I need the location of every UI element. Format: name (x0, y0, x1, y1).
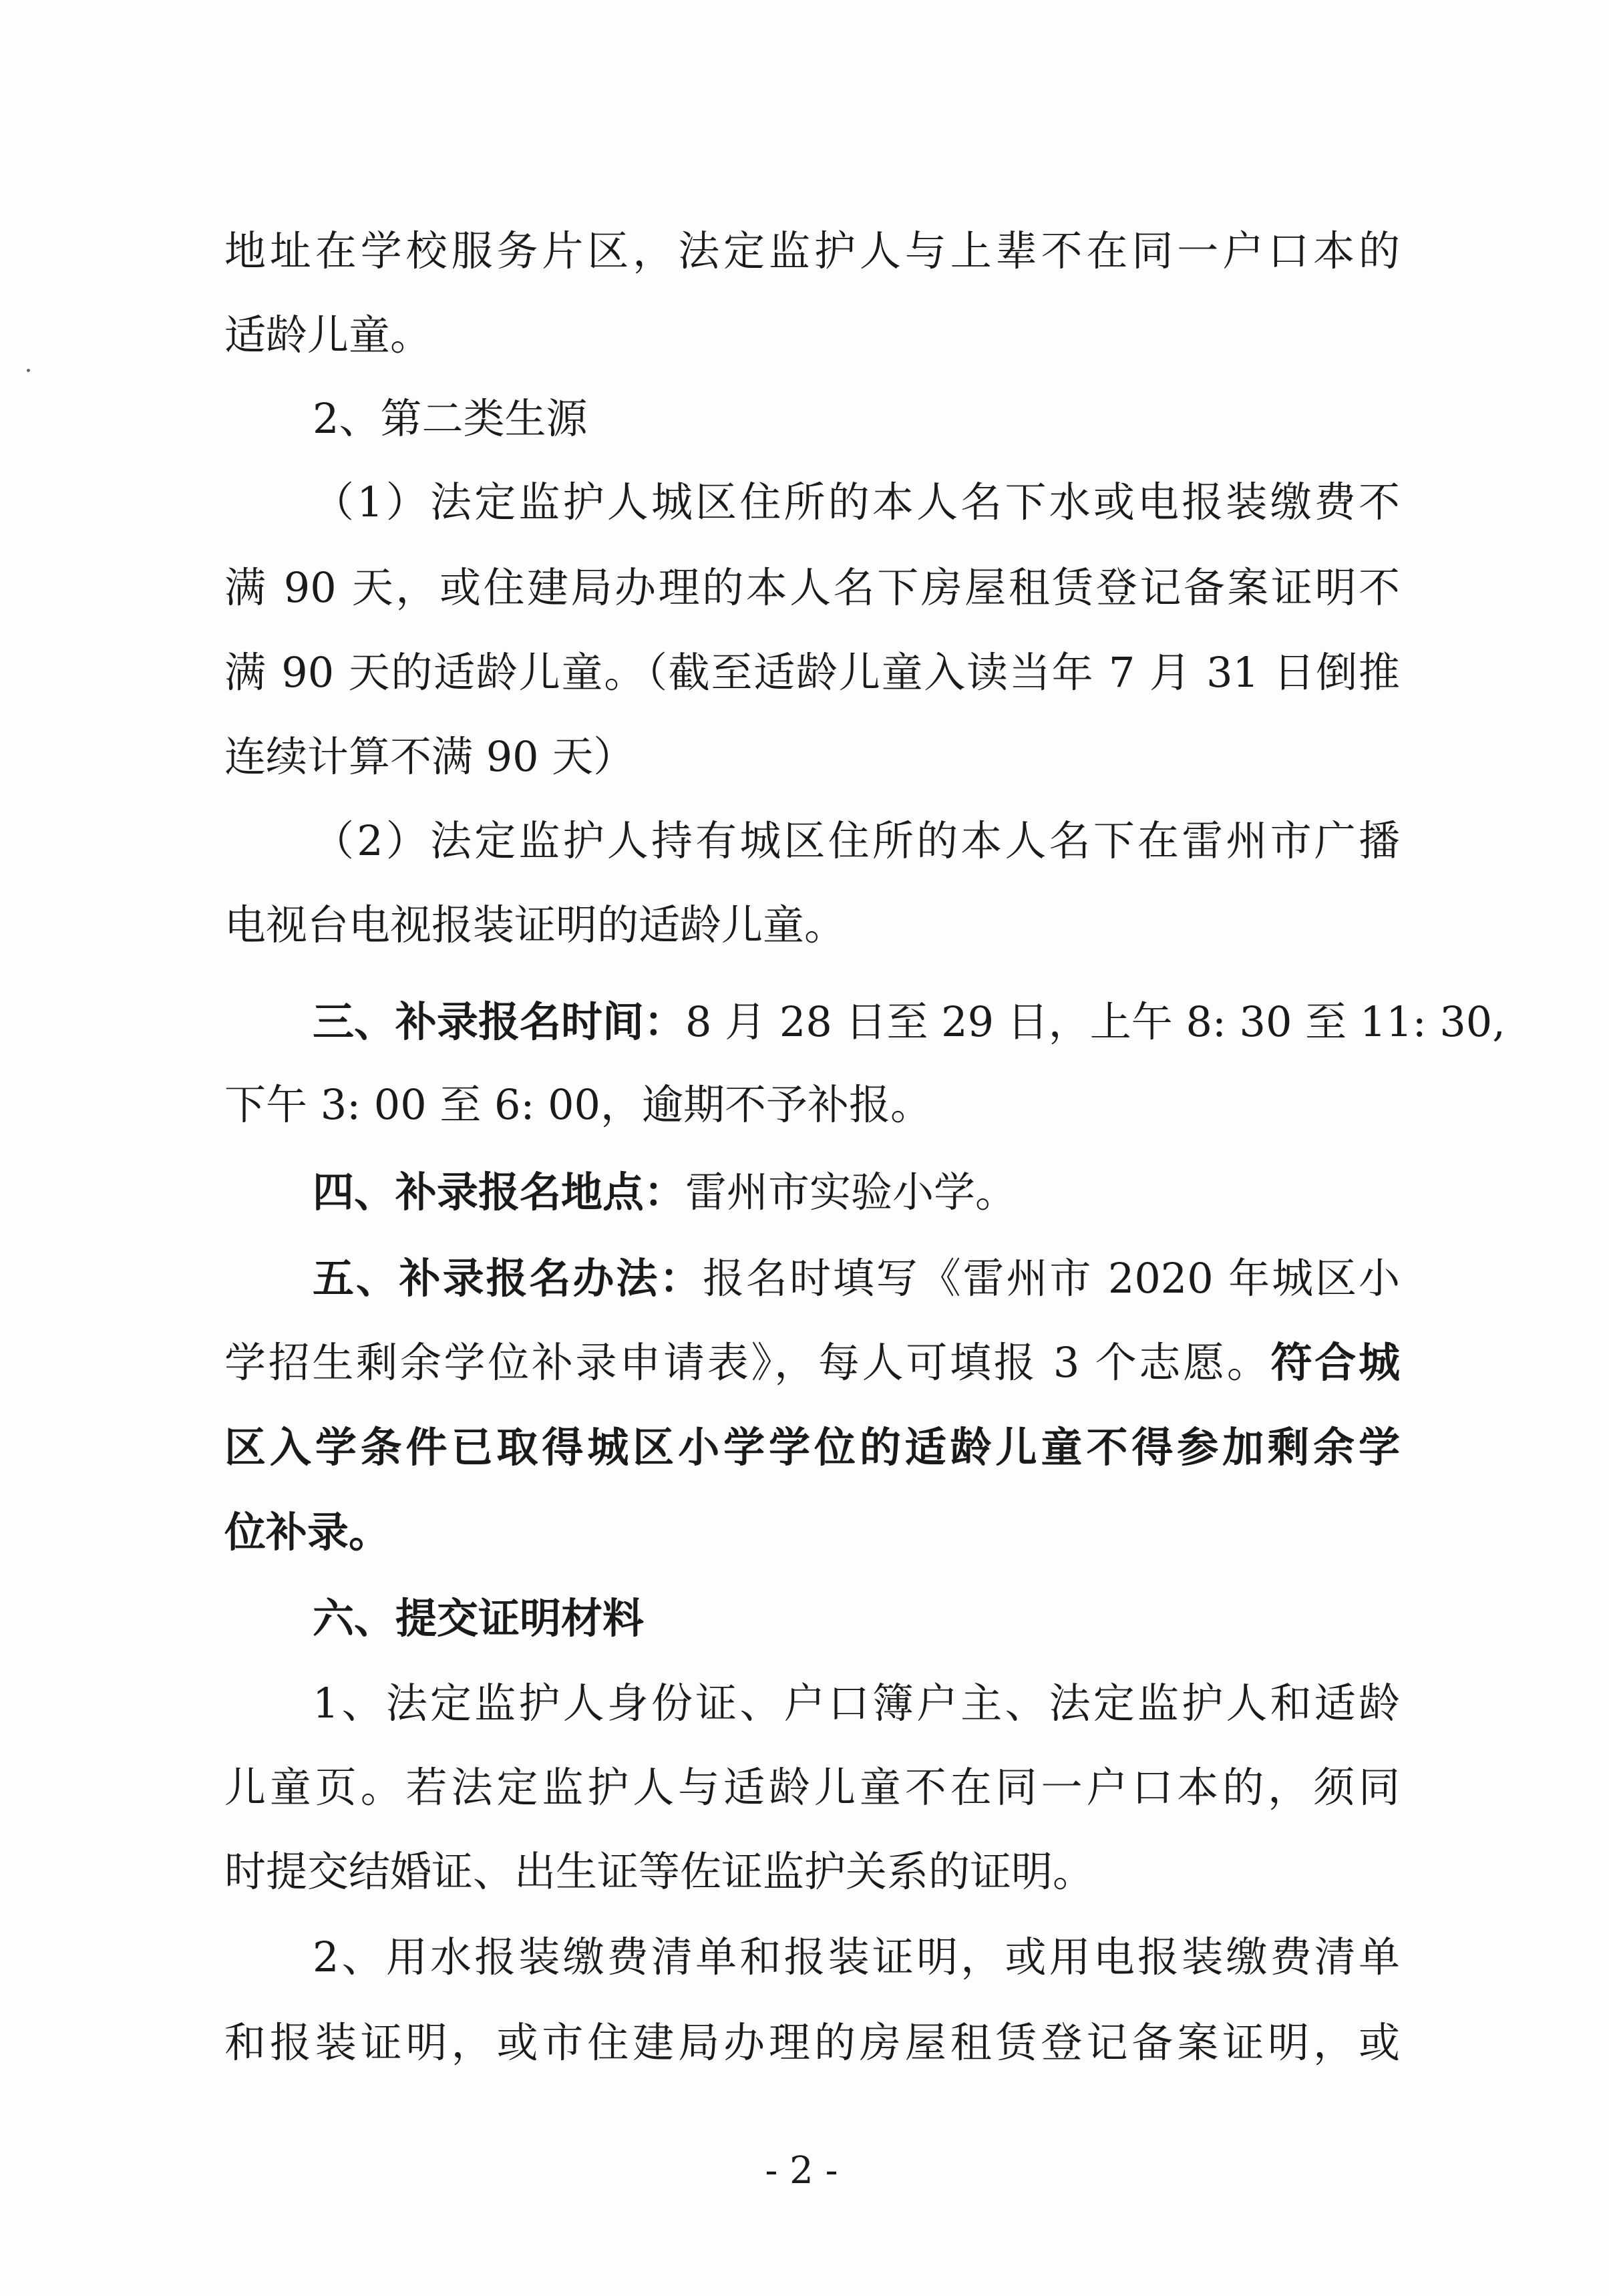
registration-place-line (224, 1166, 1400, 1219)
bold-text-line: 位补录。 (224, 1508, 391, 1556)
text-line: 儿童页。若法定监护人与适龄儿童不在同一户口本的，须同 (224, 1763, 1400, 1812)
text-line: 2、用水报装缴费清单和报装证明，或用电报装缴费清单 (313, 1933, 1400, 1981)
text-line: 连续计算不满 90 天） (224, 732, 635, 781)
registration-method-text: 报名时填写《雷州市 2020 年城区小 (703, 1254, 1400, 1303)
registration-method-heading: 五、补录报名办法： (313, 1254, 703, 1303)
text-line: （2）法定监护人持有城区住所的本人名下在雷州市广播 (313, 816, 1400, 865)
registration-place-text: 雷州市实验小学。 (685, 1168, 1017, 1216)
text-line (224, 1336, 1400, 1389)
text-line: 下午 3: 00 至 6: 00，逾期不予补报。 (224, 1080, 932, 1129)
text-line: 时提交结婚证、出生证等佐证监护关系的证明。 (224, 1847, 1095, 1896)
section-heading: 六、提交证明材料 (313, 1594, 645, 1643)
text-line: 满 90 天的适龄儿童。（截至适龄儿童入读当年 7 月 31 日倒推 (224, 648, 1400, 697)
section-heading: 2、第二类生源 (313, 394, 588, 443)
page-number: - 2 - (765, 2149, 838, 2192)
text-line: 1、法定监护人身份证、户口簿户主、法定监护人和适龄 (313, 1679, 1400, 1728)
registration-place-heading: 四、补录报名地点： (313, 1168, 686, 1216)
bold-text-segment: 符合城 (1270, 1338, 1400, 1387)
text-line: 地址在学校服务片区，法定监护人与上辈不在同一户口本的 (224, 226, 1400, 275)
scan-speck (27, 369, 30, 372)
bold-text-line: 区入学条件已取得城区小学学位的适龄儿童不得参加剩余学 (224, 1423, 1400, 1472)
registration-method-line (224, 1252, 1400, 1305)
text-line: （1）法定监护人城区住所的本人名下水或电报装缴费不 (313, 478, 1400, 526)
registration-time-line (224, 995, 1505, 1049)
text-segment: 学招生剩余学位补录申请表》，每人可填报 3 个志愿。 (224, 1338, 1271, 1387)
text-line: 适龄儿童。 (224, 311, 432, 359)
text-line: 和报装证明，或市住建局办理的房屋租赁登记备案证明，或 (224, 2018, 1400, 2067)
text-line: 电视台电视报装证明的适龄儿童。 (224, 900, 846, 949)
registration-time-text: 8 月 28 日至 29 日，上午 8: 30 至 11: 30, (685, 997, 1505, 1046)
text-line: 满 90 天，或住建局办理的本人名下房屋租赁登记备案证明不 (224, 563, 1400, 612)
registration-time-heading: 三、补录报名时间： (313, 997, 686, 1046)
